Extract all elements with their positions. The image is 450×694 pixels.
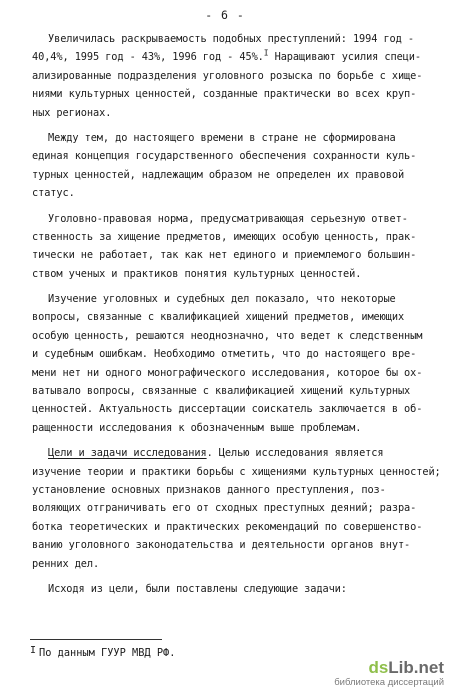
line-text: ственность за хищение предметов, имеющих особую ценность, прак- — [32, 230, 417, 243]
site-logo — [334, 659, 444, 677]
text-line — [32, 499, 424, 517]
line-text: ренних дел. — [32, 557, 100, 570]
text-line — [32, 327, 424, 345]
text-line — [32, 518, 424, 536]
text-line — [32, 444, 424, 462]
logo-part-lib: Lib.net — [388, 658, 444, 677]
line-text: ращенности исследования к обозначенным выше проблемам. — [32, 421, 362, 434]
line-text: 40,4%, 1995 год - 43%, 1996 год - 45%. — [32, 51, 264, 64]
text-line — [32, 210, 424, 228]
footnote-mark: I — [30, 645, 37, 656]
line-text: статус. — [32, 187, 75, 200]
text-line — [32, 30, 424, 48]
line-text: турных ценностей, надлежащим образом не определен их правовой — [32, 168, 405, 181]
paragraph-gap — [32, 203, 424, 210]
line-text: ных регионах. — [32, 106, 112, 119]
text-line — [32, 382, 424, 400]
text-line — [32, 290, 424, 308]
line-text: ализированные подразделения уголовного розыска по борьбе с хище- — [32, 69, 423, 82]
text-line — [32, 184, 424, 202]
line-text: и судебным ошибкам. Необходимо отметить, что до настоящего вре- — [32, 348, 417, 361]
paragraph-gap — [32, 283, 424, 290]
line-text-continuation: Наращивают усилия специ- — [268, 51, 421, 64]
line-text: Уголовно-правовая норма, предусматривающая серьезную ответ- — [48, 212, 408, 225]
paragraph-gap — [32, 573, 424, 580]
footnote-divider — [30, 639, 162, 640]
text-line — [32, 48, 424, 66]
text-line — [32, 104, 424, 122]
text-line — [32, 481, 424, 499]
line-text: ватывало вопросы, связанные с квалификацией хищений культурных — [32, 385, 411, 398]
line-text: ством ученых и практиков понятия культурных ценностей. — [32, 267, 362, 280]
line-text: воляющих отграничивать его от сходных преступных деяний; разра- — [32, 502, 417, 515]
text-line — [32, 246, 424, 264]
line-text: Изучение уголовных и судебных дел показало, что некоторые — [48, 293, 396, 306]
line-text: ботка теоретических и практических рекомендаций по совершенство- — [32, 520, 423, 533]
text-line — [32, 536, 424, 554]
text-line — [32, 85, 424, 103]
text-line — [32, 129, 424, 147]
line-text: тически не работает, так как нет единого и приемлемого большин- — [32, 249, 417, 262]
watermark-logo[interactable] — [334, 659, 444, 688]
text-line — [32, 345, 424, 363]
text-line — [32, 228, 424, 246]
text-line — [32, 166, 424, 184]
text-line — [32, 308, 424, 326]
body-text — [32, 30, 441, 598]
text-line — [32, 463, 441, 481]
footnote-reference[interactable]: I — [263, 48, 269, 58]
line-text: установление основных признаков данного преступления, поз- — [32, 483, 386, 496]
line-text: единая концепция государственного обеспечения сохранности куль- — [32, 150, 417, 163]
line-text: ванию уголовного законодательства и деятельности органов внут- — [32, 539, 411, 552]
line-text-continuation: . Целью исследования является — [206, 447, 384, 460]
line-text: Увеличилась раскрываемость подобных преступлений: 1994 год - — [48, 33, 414, 45]
text-line — [32, 580, 424, 598]
text-line — [32, 67, 424, 85]
text-line — [32, 419, 424, 437]
line-text: особую ценность, решаются неоднозначно, что ведет к следственным — [32, 329, 423, 342]
text-line — [32, 265, 424, 283]
footnote-text: По данным ГУУР МВД РФ. — [39, 647, 176, 659]
line-text: ценностей. Актуальность диссертации соискатель заключается в об- — [32, 403, 423, 416]
page-number: - 6 - — [205, 8, 245, 22]
text-line — [32, 555, 424, 573]
line-text: ниями культурных ценностей, созданные практически во всех круп- — [32, 88, 417, 101]
line-text: мени нет ни одного монографического исследования, которое бы ох- — [32, 366, 423, 379]
paragraph-gap — [32, 122, 424, 129]
logo-part-ds: ds — [368, 658, 389, 677]
text-line — [32, 147, 424, 165]
line-text: вопросы, связанные с квалификацией хищений предметов, имеющих — [32, 311, 405, 324]
section-heading: Цели и задачи исследования — [48, 447, 207, 460]
footnote — [30, 645, 175, 659]
text-line — [32, 364, 424, 382]
line-text: Исходя из цели, были поставлены следующие задачи: — [48, 582, 347, 595]
text-line — [32, 400, 424, 418]
line-text: изучение теории и практики борьбы с хищениями культурных ценностей; — [32, 465, 441, 478]
line-text: Между тем, до настоящего времени в стране не сформирована — [48, 131, 396, 144]
site-subtitle: библиотека диссертаций — [334, 677, 444, 688]
paragraph-gap — [32, 437, 424, 444]
